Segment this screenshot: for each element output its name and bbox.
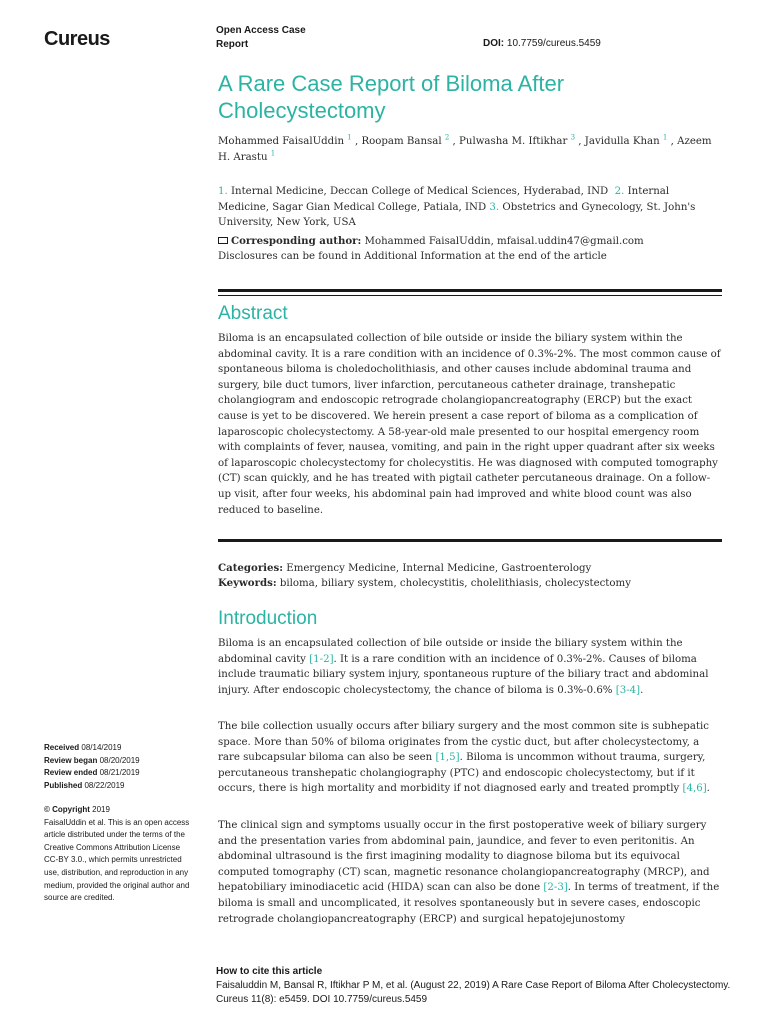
abstract-text: Biloma is an encapsulated collection of bile outside or inside the biliary system within the abdominal cavity. It is a rare condition with an incidence of 0.3%-2%. The most common cause of spontaneous biloma is choledocholithiasis, and other causes include abdominal trauma and surgery, bile duct tumors, liver infarction, percutaneous catheter drainage, transhepatic cholangiogram and endoscopic retrograde cholangiopancreatography (ERCP) but the exact cause is yet to be discovered. We herein present a case report of biloma as a complication of laparoscopic cholecystectomy. A 58-year-old male presented to our hospital emergency room with complaints of fever, nausea, vomiting, and pain in the right upper quadrant after six weeks of laparoscopic cholecystectomy for cholecystitis. He was diagnosed with computed tomography (CT) scan quickly, and he has treated with pigtail catheter percutaneous drainage. On a follow-up visit, after four weeks, his abdominal pain had improved and white blood count was also reduced to baseline. bbox=[218, 333, 721, 516]
affiliation-text: Obstetrics and Gynecology, St. John's University, New York, USA bbox=[218, 201, 696, 229]
license-text: FaisalUddin et al. This is an open access article distributed under the terms of the Creative Commons Attribution License CC-BY 3.0., which permits unrestricted use, distribution, and reproduction in any medium, provided the original author and source are credited. bbox=[44, 817, 190, 903]
author-name[interactable]: Pulwasha M. Iftikhar bbox=[459, 136, 568, 147]
author-affiliation-ref[interactable]: 2 bbox=[444, 133, 450, 142]
article-type-label: Open Access Case Report bbox=[216, 25, 306, 50]
copyright-label: © Copyright bbox=[44, 805, 90, 814]
author-affiliation-ref[interactable]: 3 bbox=[570, 133, 576, 142]
affiliation-number: 2. bbox=[614, 186, 625, 197]
categories-label: Categories: bbox=[218, 562, 284, 574]
paragraph bbox=[218, 636, 723, 698]
disclosures-note: Disclosures can be found in Additional Information at the end of the article bbox=[218, 251, 607, 262]
date-value: 08/20/2019 bbox=[99, 755, 140, 765]
envelope-icon bbox=[218, 237, 228, 244]
date-label: Published bbox=[44, 780, 83, 790]
paragraph-text: . In terms of treatment, if the biloma is small and uncomplicated, it resolves spontaneously but in severe cases, endoscopic retrograde cholangiopancreatography (ERCP) and surgical hepatojejunostomy bbox=[218, 882, 720, 925]
paragraph-text: . Biloma is uncommon without trauma, surgery, percutaneous transhepatic cholangiography (PTC) and endoscopic cholecystectomy, but if it occurs, there is high mortality and morbidity if not diagnosed early and treated promptly bbox=[218, 752, 706, 795]
paragraph-text: The clinical sign and symptoms usually occur in the first postoperative week of biliary surgery and the presentation varies from abdominal pain, jaundice, and fever to even peritonitis. An abdominal ultrasound is the first imagining modality to diagnose biloma but its equivocal computed tomography (CT) scan, magnetic resonance cholangiopancreatography (MRCP), and hepatobiliary iminodiacetic acid (HIDA) scan can also be done bbox=[218, 820, 710, 894]
citation-link[interactable]: [1,5] bbox=[435, 752, 460, 764]
date-row bbox=[44, 780, 194, 793]
doi-value[interactable]: 10.7759/cureus.5459 bbox=[506, 38, 601, 49]
affiliation-number: 3. bbox=[489, 201, 500, 213]
date-value: 08/14/2019 bbox=[81, 743, 122, 752]
affiliation-number: 1. bbox=[218, 186, 228, 197]
doi-label: DOI: bbox=[483, 38, 505, 49]
paragraph-text: Biloma is an encapsulated collection of bile outside or inside the biliary system within the abdominal cavity bbox=[218, 638, 683, 665]
author-affiliation-ref[interactable]: 1 bbox=[662, 133, 668, 142]
author-name[interactable]: Mohammed FaisalUddin bbox=[218, 136, 345, 147]
date-row bbox=[44, 755, 194, 768]
affiliation-text: Internal Medicine, Sagar Gian Medical College, Patiala, IND bbox=[218, 186, 670, 213]
abstract-heading: Abstract bbox=[218, 303, 288, 324]
author-name[interactable]: Roopam Bansal bbox=[361, 136, 442, 147]
affiliation-text: Internal Medicine, Deccan College of Medical Sciences, Hyderabad, IND bbox=[230, 186, 609, 197]
keywords bbox=[218, 576, 723, 592]
article-title: A Rare Case Report of Biloma After Cholecystectomy bbox=[218, 71, 565, 123]
date-value: 08/22/2019 bbox=[84, 780, 125, 790]
paragraph bbox=[218, 719, 723, 797]
date-label: Review ended bbox=[44, 768, 98, 778]
paragraph-text: . bbox=[706, 783, 710, 795]
categories bbox=[218, 561, 723, 577]
date-label: Received bbox=[44, 743, 80, 752]
citation-link[interactable]: [2-3] bbox=[543, 882, 568, 894]
author-list: Mohammed FaisalUddin $^1$ , Roopam Bansal $^2$ , Pulwasha M. Iftikhar $^3$ , Javidulla Khan $^1$ , Azeem H. Arastu $^1$ bbox=[218, 133, 712, 163]
author-name[interactable]: Azeem H. Arastu bbox=[218, 136, 712, 163]
author-affiliation-ref[interactable]: 1 bbox=[270, 149, 276, 158]
date-row bbox=[44, 767, 194, 780]
citation-text: Faisaluddin M, Bansal R, Iftikhar P M, et al. (August 22, 2019) A Rare Case Report of Biloma After Cholecystectomy. Cureus 11(8): e5459. DOI 10.7759/cureus.5459 bbox=[216, 980, 731, 1005]
paragraph-text: . It is a rare condition with an incidence of 0.3%-2%. Causes of biloma include traumatic biliary system injury, spontaneous rupture of the biliary tract and abdominal injury. After endoscopic cholecystectomy, the chance of biloma is 0.3%-0.6% bbox=[218, 653, 709, 696]
paragraph bbox=[218, 818, 723, 927]
corresponding-author-label: Corresponding author: bbox=[231, 235, 362, 247]
citation-link[interactable]: [4,6] bbox=[682, 783, 707, 795]
copyright-year: 2019 bbox=[92, 805, 110, 814]
citation-link[interactable]: [1-2] bbox=[309, 653, 334, 665]
categories-value: Emergency Medicine, Internal Medicine, Gastroenterology bbox=[286, 563, 592, 574]
author-name[interactable]: Javidulla Khan bbox=[584, 136, 660, 147]
doi bbox=[483, 38, 601, 49]
divider bbox=[218, 295, 722, 296]
copyright-block bbox=[44, 804, 194, 905]
corresponding-author bbox=[218, 234, 723, 250]
citation-link[interactable]: [3-4] bbox=[615, 684, 641, 696]
introduction-heading: Introduction bbox=[218, 608, 318, 629]
divider bbox=[218, 539, 722, 545]
journal-logo[interactable]: Cureus bbox=[44, 28, 110, 50]
citation-heading: How to cite this article bbox=[216, 966, 323, 977]
date-label: Review began bbox=[44, 755, 98, 765]
keywords-value: biloma, biliary system, cholecystitis, cholelithiasis, cholecystectomy bbox=[279, 578, 631, 589]
date-row bbox=[44, 742, 194, 755]
publication-dates bbox=[44, 742, 194, 792]
author-affiliation-ref[interactable]: 1 bbox=[347, 133, 352, 142]
keywords-label: Keywords: bbox=[218, 577, 277, 589]
corresponding-author-contact[interactable]: Mohammed FaisalUddin, mfaisal.uddin47@gmail.com bbox=[364, 236, 644, 247]
date-value: 08/21/2019 bbox=[99, 768, 140, 778]
affiliations bbox=[218, 184, 723, 231]
paragraph-text: . bbox=[640, 684, 644, 696]
paragraph-text: The bile collection usually occurs after biliary surgery and the most common site is subhepatic space. More than 50% of biloma originates from the cystic duct, but after cholecystectomy, a rare subcapsular biloma can also be seen bbox=[218, 721, 709, 764]
